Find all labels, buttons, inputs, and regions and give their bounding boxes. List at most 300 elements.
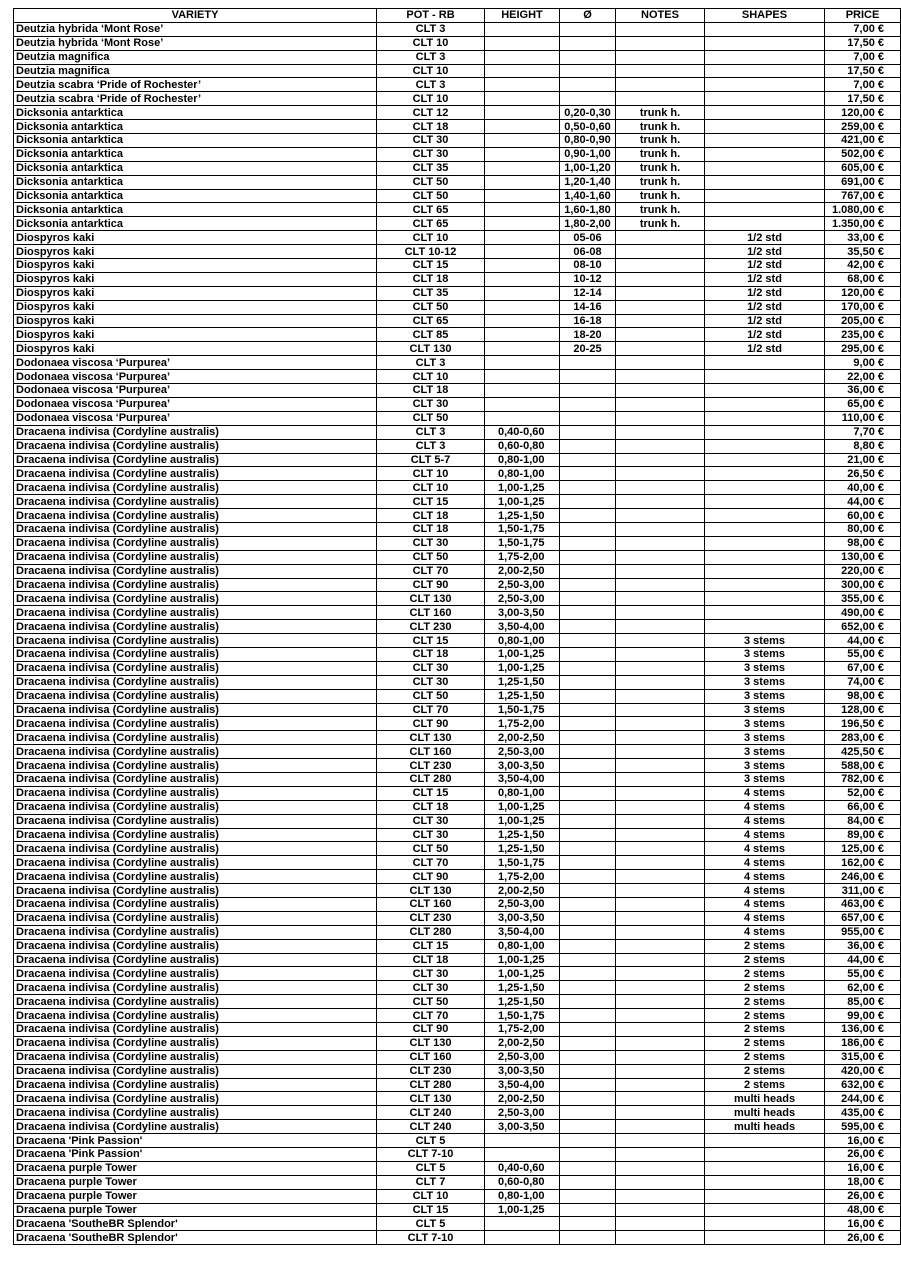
- cell-variety: Dracaena indivisa (Cordyline australis): [14, 439, 377, 453]
- cell-pot-rb: CLT 18: [377, 647, 485, 661]
- cell-variety: Dracaena indivisa (Cordyline australis): [14, 814, 377, 828]
- cell-variety: Dracaena indivisa (Cordyline australis): [14, 898, 377, 912]
- cell-price: 283,00 €: [825, 731, 901, 745]
- cell-shapes: [705, 161, 825, 175]
- cell-price: 657,00 €: [825, 911, 901, 925]
- cell-notes: [616, 703, 705, 717]
- cell-shapes: [705, 384, 825, 398]
- cell-notes: [616, 522, 705, 536]
- cell-height: [485, 203, 560, 217]
- cell-notes: [616, 245, 705, 259]
- cell-shapes: 3 stems: [705, 772, 825, 786]
- cell-price: 235,00 €: [825, 328, 901, 342]
- cell-price: 246,00 €: [825, 870, 901, 884]
- cell-height: [485, 314, 560, 328]
- cell-diameter: [560, 1078, 616, 1092]
- cell-price: 17,50 €: [825, 64, 901, 78]
- cell-variety: Dracaena indivisa (Cordyline australis): [14, 1106, 377, 1120]
- cell-price: 35,50 €: [825, 245, 901, 259]
- cell-shapes: [705, 1175, 825, 1189]
- cell-diameter: [560, 1023, 616, 1037]
- cell-price: 295,00 €: [825, 342, 901, 356]
- cell-height: 3,00-3,50: [485, 759, 560, 773]
- cell-diameter: [560, 522, 616, 536]
- cell-shapes: 2 stems: [705, 967, 825, 981]
- cell-pot-rb: CLT 130: [377, 884, 485, 898]
- cell-variety: Dracaena indivisa (Cordyline australis): [14, 953, 377, 967]
- cell-notes: [616, 1078, 705, 1092]
- col-header-shapes: SHAPES: [705, 9, 825, 23]
- cell-height: [485, 259, 560, 273]
- cell-price: 7,00 €: [825, 50, 901, 64]
- cell-diameter: [560, 606, 616, 620]
- cell-variety: Dracaena indivisa (Cordyline australis): [14, 1120, 377, 1134]
- table-row: [14, 64, 901, 78]
- cell-pot-rb: CLT 3: [377, 439, 485, 453]
- cell-variety: Diospyros kaki: [14, 328, 377, 342]
- table-row: [14, 161, 901, 175]
- cell-pot-rb: CLT 7: [377, 1175, 485, 1189]
- col-header-notes: NOTES: [616, 9, 705, 23]
- cell-pot-rb: CLT 15: [377, 939, 485, 953]
- cell-diameter: [560, 1064, 616, 1078]
- table-row: [14, 245, 901, 259]
- cell-notes: [616, 356, 705, 370]
- cell-pot-rb: CLT 130: [377, 342, 485, 356]
- cell-shapes: [705, 1189, 825, 1203]
- cell-pot-rb: CLT 90: [377, 870, 485, 884]
- cell-pot-rb: CLT 10: [377, 92, 485, 106]
- cell-shapes: [705, 481, 825, 495]
- cell-diameter: [560, 50, 616, 64]
- cell-notes: [616, 397, 705, 411]
- cell-variety: Dracaena 'SoutheBR Splendor': [14, 1217, 377, 1231]
- table-row: [14, 967, 901, 981]
- cell-shapes: 3 stems: [705, 675, 825, 689]
- cell-shapes: [705, 453, 825, 467]
- cell-variety: Dracaena indivisa (Cordyline australis): [14, 453, 377, 467]
- cell-shapes: [705, 522, 825, 536]
- cell-height: [485, 134, 560, 148]
- cell-height: 2,00-2,50: [485, 564, 560, 578]
- cell-variety: Diospyros kaki: [14, 314, 377, 328]
- cell-variety: Dodonaea viscosa ‘Purpurea’: [14, 384, 377, 398]
- cell-variety: Dicksonia antarktica: [14, 106, 377, 120]
- cell-pot-rb: CLT 10: [377, 36, 485, 50]
- cell-variety: Dracaena indivisa (Cordyline australis): [14, 759, 377, 773]
- table-row: [14, 953, 901, 967]
- cell-shapes: [705, 64, 825, 78]
- table-row: [14, 147, 901, 161]
- cell-pot-rb: CLT 230: [377, 759, 485, 773]
- cell-pot-rb: CLT 3: [377, 356, 485, 370]
- cell-price: 955,00 €: [825, 925, 901, 939]
- table-row: [14, 314, 901, 328]
- cell-pot-rb: CLT 5: [377, 1134, 485, 1148]
- table-row: [14, 1134, 901, 1148]
- table-row: [14, 384, 901, 398]
- cell-price: 84,00 €: [825, 814, 901, 828]
- table-row: [14, 620, 901, 634]
- cell-variety: Dracaena indivisa (Cordyline australis): [14, 981, 377, 995]
- cell-shapes: 1/2 std: [705, 272, 825, 286]
- cell-height: 1,25-1,50: [485, 995, 560, 1009]
- cell-diameter: [560, 64, 616, 78]
- table-row: [14, 300, 901, 314]
- table-row: [14, 189, 901, 203]
- cell-height: 1,50-1,75: [485, 536, 560, 550]
- cell-pot-rb: CLT 85: [377, 328, 485, 342]
- cell-height: 3,50-4,00: [485, 1078, 560, 1092]
- table-row: [14, 1161, 901, 1175]
- cell-notes: [616, 1134, 705, 1148]
- cell-shapes: [705, 397, 825, 411]
- cell-price: 490,00 €: [825, 606, 901, 620]
- cell-height: [485, 300, 560, 314]
- cell-variety: Dracaena 'Pink Passion': [14, 1134, 377, 1148]
- cell-height: [485, 272, 560, 286]
- table-row: [14, 717, 901, 731]
- cell-price: 18,00 €: [825, 1175, 901, 1189]
- cell-variety: Dracaena indivisa (Cordyline australis): [14, 675, 377, 689]
- cell-diameter: [560, 911, 616, 925]
- table-row: [14, 356, 901, 370]
- cell-pot-rb: CLT 5-7: [377, 453, 485, 467]
- cell-shapes: [705, 439, 825, 453]
- cell-price: 48,00 €: [825, 1203, 901, 1217]
- cell-notes: [616, 814, 705, 828]
- cell-variety: Dracaena indivisa (Cordyline australis): [14, 425, 377, 439]
- cell-notes: [616, 731, 705, 745]
- cell-shapes: multi heads: [705, 1120, 825, 1134]
- cell-diameter: [560, 1161, 616, 1175]
- cell-price: 65,00 €: [825, 397, 901, 411]
- cell-shapes: 2 stems: [705, 1023, 825, 1037]
- cell-price: 463,00 €: [825, 898, 901, 912]
- col-header-price: PRICE: [825, 9, 901, 23]
- cell-pot-rb: CLT 230: [377, 911, 485, 925]
- cell-diameter: 1,20-1,40: [560, 175, 616, 189]
- cell-variety: Dracaena indivisa (Cordyline australis): [14, 911, 377, 925]
- cell-diameter: [560, 1203, 616, 1217]
- table-row: [14, 328, 901, 342]
- table-row: [14, 703, 901, 717]
- cell-variety: Deutzia scabra ‘Pride of Rochester’: [14, 78, 377, 92]
- table-row: [14, 22, 901, 36]
- table-row: [14, 1231, 901, 1245]
- cell-notes: [616, 1064, 705, 1078]
- cell-variety: Dracaena indivisa (Cordyline australis): [14, 703, 377, 717]
- cell-price: 55,00 €: [825, 967, 901, 981]
- cell-diameter: [560, 898, 616, 912]
- cell-variety: Dracaena indivisa (Cordyline australis): [14, 522, 377, 536]
- table-row: [14, 175, 901, 189]
- cell-pot-rb: CLT 30: [377, 147, 485, 161]
- cell-price: 311,00 €: [825, 884, 901, 898]
- table-row: [14, 411, 901, 425]
- cell-pot-rb: CLT 30: [377, 967, 485, 981]
- table-row: [14, 536, 901, 550]
- cell-diameter: [560, 1092, 616, 1106]
- table-row: [14, 814, 901, 828]
- cell-diameter: [560, 925, 616, 939]
- cell-height: 1,25-1,50: [485, 689, 560, 703]
- cell-height: 1,50-1,75: [485, 1009, 560, 1023]
- cell-height: 0,80-1,00: [485, 1189, 560, 1203]
- table-row: [14, 217, 901, 231]
- cell-diameter: [560, 1134, 616, 1148]
- cell-pot-rb: CLT 30: [377, 397, 485, 411]
- cell-shapes: 4 stems: [705, 800, 825, 814]
- cell-height: 1,00-1,25: [485, 661, 560, 675]
- cell-variety: Dracaena indivisa (Cordyline australis): [14, 842, 377, 856]
- cell-shapes: [705, 120, 825, 134]
- cell-pot-rb: CLT 30: [377, 828, 485, 842]
- cell-price: 196,50 €: [825, 717, 901, 731]
- cell-price: 130,00 €: [825, 550, 901, 564]
- cell-price: 33,00 €: [825, 231, 901, 245]
- cell-price: 425,50 €: [825, 745, 901, 759]
- cell-pot-rb: CLT 15: [377, 1203, 485, 1217]
- cell-shapes: [705, 1161, 825, 1175]
- cell-height: 1,50-1,75: [485, 522, 560, 536]
- table-row: [14, 106, 901, 120]
- cell-notes: [616, 884, 705, 898]
- cell-height: [485, 370, 560, 384]
- cell-variety: Dicksonia antarktica: [14, 134, 377, 148]
- cell-diameter: [560, 1175, 616, 1189]
- cell-price: 26,50 €: [825, 467, 901, 481]
- cell-height: [485, 356, 560, 370]
- cell-diameter: [560, 731, 616, 745]
- cell-pot-rb: CLT 18: [377, 800, 485, 814]
- cell-variety: Dracaena indivisa (Cordyline australis): [14, 689, 377, 703]
- cell-shapes: [705, 620, 825, 634]
- cell-shapes: 1/2 std: [705, 231, 825, 245]
- cell-variety: Dracaena indivisa (Cordyline australis): [14, 1064, 377, 1078]
- cell-height: 0,80-1,00: [485, 939, 560, 953]
- cell-price: 435,00 €: [825, 1106, 901, 1120]
- cell-diameter: [560, 1050, 616, 1064]
- cell-variety: Dracaena indivisa (Cordyline australis): [14, 620, 377, 634]
- cell-height: [485, 1217, 560, 1231]
- table-row: [14, 272, 901, 286]
- cell-variety: Diospyros kaki: [14, 342, 377, 356]
- cell-diameter: [560, 467, 616, 481]
- cell-pot-rb: CLT 50: [377, 300, 485, 314]
- cell-shapes: 2 stems: [705, 1078, 825, 1092]
- cell-price: 300,00 €: [825, 578, 901, 592]
- cell-notes: [616, 939, 705, 953]
- cell-diameter: [560, 1036, 616, 1050]
- table-row: [14, 259, 901, 273]
- cell-price: 605,00 €: [825, 161, 901, 175]
- table-row: [14, 675, 901, 689]
- cell-notes: [616, 953, 705, 967]
- cell-shapes: [705, 175, 825, 189]
- cell-height: 2,50-3,00: [485, 578, 560, 592]
- cell-notes: [616, 786, 705, 800]
- cell-diameter: [560, 92, 616, 106]
- cell-notes: [616, 634, 705, 648]
- cell-height: 1,75-2,00: [485, 550, 560, 564]
- cell-notes: [616, 564, 705, 578]
- cell-diameter: [560, 592, 616, 606]
- cell-notes: [616, 1120, 705, 1134]
- cell-price: 17,50 €: [825, 92, 901, 106]
- col-header-diameter: Ø: [560, 9, 616, 23]
- cell-notes: [616, 745, 705, 759]
- cell-shapes: 3 stems: [705, 703, 825, 717]
- cell-variety: Dracaena indivisa (Cordyline australis): [14, 884, 377, 898]
- cell-height: 3,00-3,50: [485, 1120, 560, 1134]
- cell-price: 55,00 €: [825, 647, 901, 661]
- cell-shapes: 3 stems: [705, 759, 825, 773]
- cell-notes: [616, 1148, 705, 1162]
- cell-shapes: 2 stems: [705, 981, 825, 995]
- cell-height: [485, 106, 560, 120]
- price-table: [13, 8, 901, 1245]
- cell-diameter: [560, 36, 616, 50]
- cell-variety: Dodonaea viscosa ‘Purpurea’: [14, 370, 377, 384]
- cell-height: 3,50-4,00: [485, 772, 560, 786]
- cell-variety: Dracaena indivisa (Cordyline australis): [14, 1050, 377, 1064]
- cell-notes: [616, 1009, 705, 1023]
- cell-pot-rb: CLT 30: [377, 536, 485, 550]
- cell-shapes: 2 stems: [705, 1064, 825, 1078]
- cell-pot-rb: CLT 18: [377, 384, 485, 398]
- cell-shapes: [705, 217, 825, 231]
- cell-pot-rb: CLT 30: [377, 675, 485, 689]
- cell-notes: trunk h.: [616, 217, 705, 231]
- cell-diameter: [560, 647, 616, 661]
- cell-shapes: [705, 370, 825, 384]
- cell-price: 17,50 €: [825, 36, 901, 50]
- cell-pot-rb: CLT 50: [377, 842, 485, 856]
- cell-diameter: 06-08: [560, 245, 616, 259]
- cell-diameter: [560, 842, 616, 856]
- cell-diameter: 16-18: [560, 314, 616, 328]
- cell-variety: Dracaena indivisa (Cordyline australis): [14, 1036, 377, 1050]
- cell-notes: [616, 1175, 705, 1189]
- cell-diameter: 0,50-0,60: [560, 120, 616, 134]
- cell-height: [485, 384, 560, 398]
- cell-notes: trunk h.: [616, 120, 705, 134]
- cell-pot-rb: CLT 160: [377, 898, 485, 912]
- cell-height: [485, 189, 560, 203]
- cell-notes: [616, 592, 705, 606]
- cell-notes: [616, 898, 705, 912]
- cell-height: 1,50-1,75: [485, 703, 560, 717]
- cell-pot-rb: CLT 65: [377, 217, 485, 231]
- cell-shapes: [705, 606, 825, 620]
- cell-height: 3,00-3,50: [485, 606, 560, 620]
- cell-height: [485, 286, 560, 300]
- cell-notes: [616, 842, 705, 856]
- table-row: [14, 495, 901, 509]
- table-row: [14, 550, 901, 564]
- cell-notes: [616, 925, 705, 939]
- cell-shapes: 4 stems: [705, 884, 825, 898]
- cell-pot-rb: CLT 10: [377, 1189, 485, 1203]
- cell-height: 0,80-1,00: [485, 453, 560, 467]
- cell-price: 52,00 €: [825, 786, 901, 800]
- cell-notes: [616, 92, 705, 106]
- cell-shapes: [705, 1134, 825, 1148]
- cell-height: 1,25-1,50: [485, 842, 560, 856]
- cell-notes: trunk h.: [616, 189, 705, 203]
- cell-variety: Deutzia magnifica: [14, 64, 377, 78]
- cell-notes: [616, 772, 705, 786]
- table-row: [14, 828, 901, 842]
- cell-notes: [616, 1050, 705, 1064]
- cell-shapes: 3 stems: [705, 689, 825, 703]
- cell-height: [485, 175, 560, 189]
- cell-price: 1.350,00 €: [825, 217, 901, 231]
- cell-pot-rb: CLT 70: [377, 564, 485, 578]
- cell-variety: Dracaena indivisa (Cordyline australis): [14, 592, 377, 606]
- cell-diameter: 1,60-1,80: [560, 203, 616, 217]
- cell-notes: [616, 467, 705, 481]
- cell-price: 40,00 €: [825, 481, 901, 495]
- cell-notes: [616, 995, 705, 1009]
- cell-diameter: 12-14: [560, 286, 616, 300]
- cell-pot-rb: CLT 50: [377, 689, 485, 703]
- cell-variety: Dracaena indivisa (Cordyline australis): [14, 495, 377, 509]
- cell-height: [485, 147, 560, 161]
- table-row: [14, 1175, 901, 1189]
- cell-notes: [616, 286, 705, 300]
- table-row: [14, 564, 901, 578]
- cell-height: [485, 245, 560, 259]
- cell-notes: trunk h.: [616, 134, 705, 148]
- cell-price: 782,00 €: [825, 772, 901, 786]
- table-row: [14, 50, 901, 64]
- cell-shapes: 4 stems: [705, 870, 825, 884]
- cell-height: [485, 22, 560, 36]
- cell-notes: [616, 272, 705, 286]
- table-row: [14, 203, 901, 217]
- cell-shapes: [705, 356, 825, 370]
- cell-variety: Dicksonia antarktica: [14, 120, 377, 134]
- table-row: [14, 1009, 901, 1023]
- cell-diameter: [560, 1120, 616, 1134]
- cell-notes: [616, 1231, 705, 1245]
- cell-shapes: 3 stems: [705, 661, 825, 675]
- cell-price: 36,00 €: [825, 939, 901, 953]
- cell-pot-rb: CLT 240: [377, 1106, 485, 1120]
- cell-diameter: 10-12: [560, 272, 616, 286]
- cell-price: 420,00 €: [825, 1064, 901, 1078]
- cell-diameter: [560, 870, 616, 884]
- cell-price: 8,80 €: [825, 439, 901, 453]
- cell-height: 0,80-1,00: [485, 467, 560, 481]
- cell-diameter: [560, 717, 616, 731]
- cell-pot-rb: CLT 50: [377, 411, 485, 425]
- cell-pot-rb: CLT 10: [377, 481, 485, 495]
- cell-pot-rb: CLT 10-12: [377, 245, 485, 259]
- cell-price: 632,00 €: [825, 1078, 901, 1092]
- cell-notes: [616, 550, 705, 564]
- cell-diameter: [560, 1189, 616, 1203]
- cell-variety: Deutzia hybrida ‘Mont Rose’: [14, 22, 377, 36]
- cell-variety: Dracaena indivisa (Cordyline australis): [14, 800, 377, 814]
- cell-variety: Dracaena indivisa (Cordyline australis): [14, 939, 377, 953]
- cell-variety: Dracaena indivisa (Cordyline australis): [14, 1009, 377, 1023]
- table-row: [14, 1092, 901, 1106]
- cell-height: 2,50-3,00: [485, 592, 560, 606]
- cell-price: 220,00 €: [825, 564, 901, 578]
